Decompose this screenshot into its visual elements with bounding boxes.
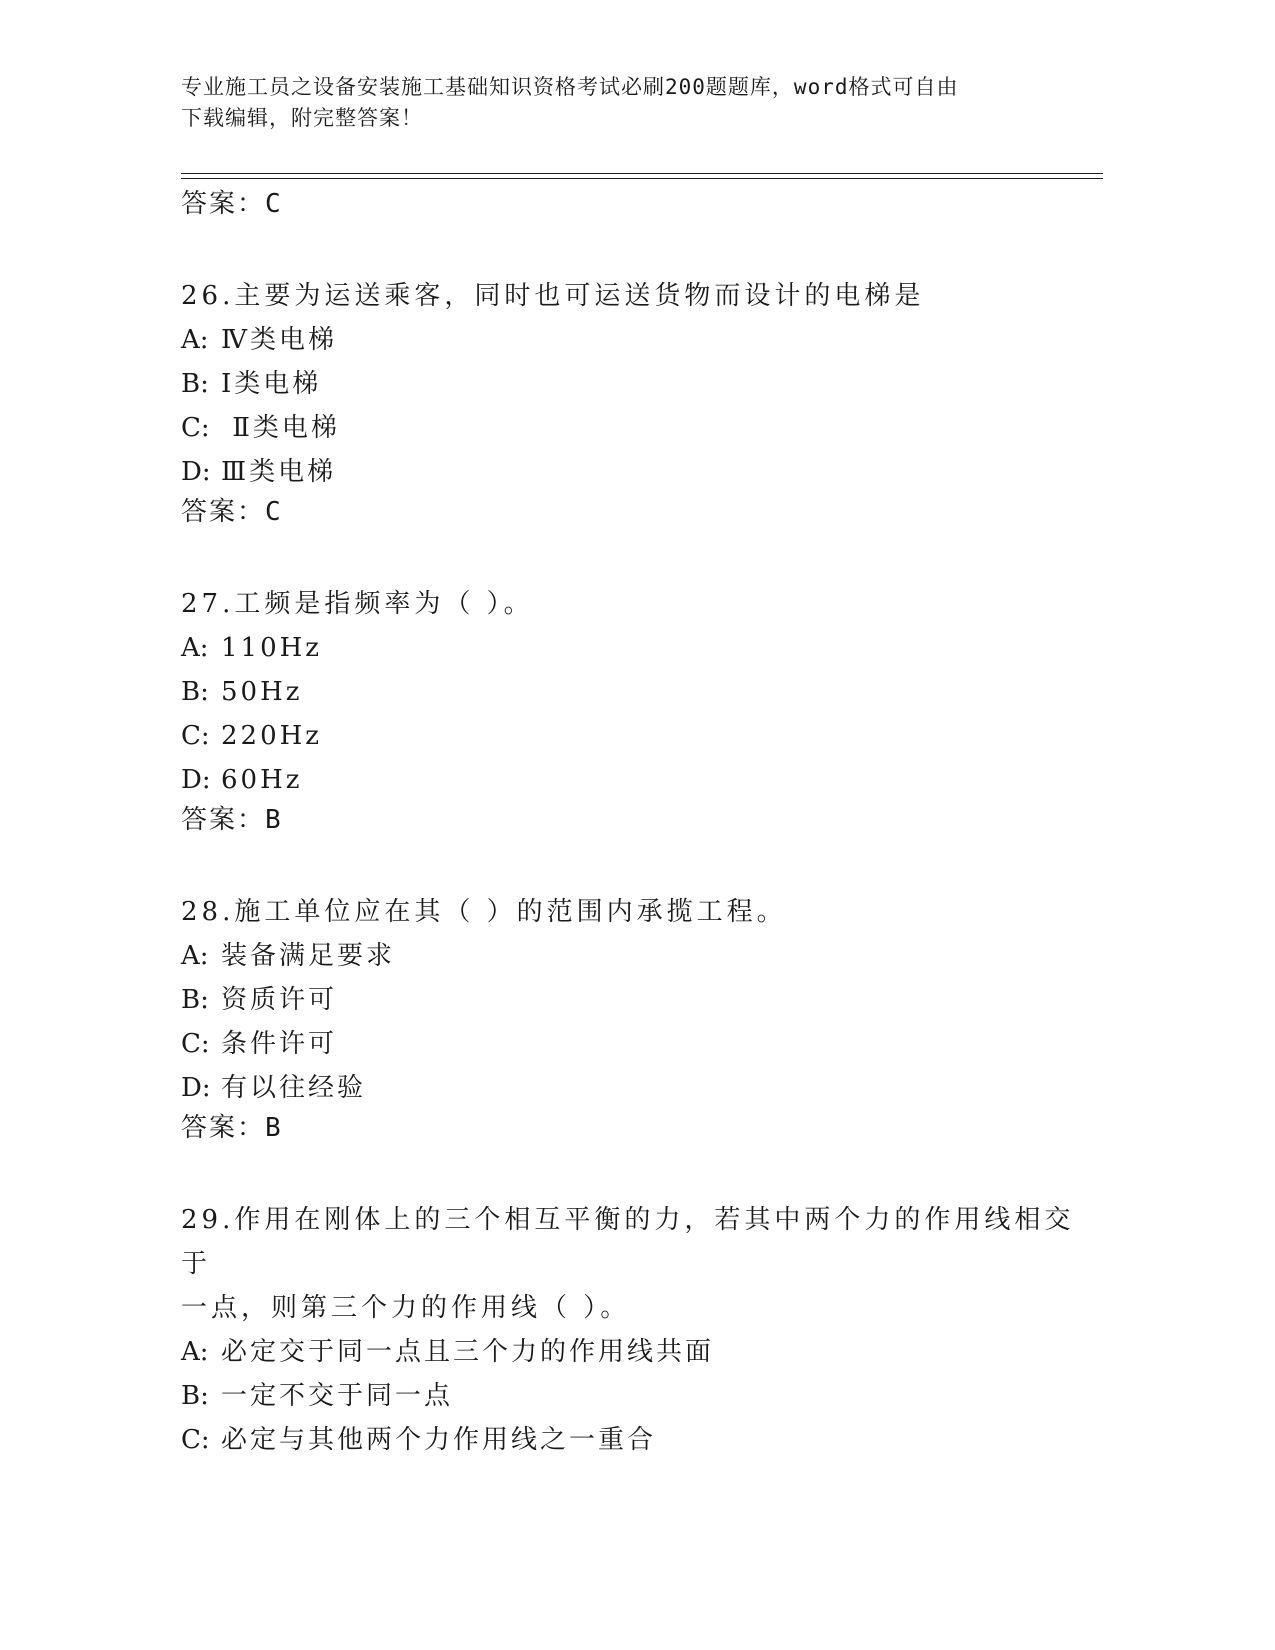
option-key: B: bbox=[181, 677, 209, 707]
answer-value: B bbox=[265, 1113, 282, 1143]
option-text: 条件许可 bbox=[221, 1029, 338, 1059]
question-block bbox=[181, 582, 1081, 846]
option-key: D: bbox=[181, 765, 211, 795]
question-stem-line-2: 一点，则第三个力的作用线（ ）。 bbox=[181, 1293, 631, 1323]
option-c bbox=[181, 1418, 1081, 1462]
option-key: C: bbox=[181, 413, 210, 443]
option-key: C: bbox=[181, 1029, 210, 1059]
header-line-2: 下载编辑，附完整答案！ bbox=[181, 106, 423, 130]
header-divider-top bbox=[181, 173, 1103, 174]
option-key: A: bbox=[181, 941, 209, 971]
question-stem: 27.工频是指频率为（ ）。 bbox=[181, 589, 534, 619]
document-header bbox=[181, 72, 1081, 134]
option-c bbox=[181, 1022, 1081, 1066]
answer-line bbox=[181, 494, 1081, 538]
option-key: D: bbox=[181, 1073, 211, 1103]
answer-label: 答案： bbox=[181, 1113, 266, 1143]
option-b bbox=[181, 978, 1081, 1022]
option-b bbox=[181, 362, 1081, 406]
answer-label: 答案： bbox=[181, 497, 266, 527]
answer-line bbox=[181, 802, 1081, 846]
question-stem: 28.施工单位应在其（ ）的范围内承揽工程。 bbox=[181, 897, 787, 927]
option-text: 220Hz bbox=[221, 721, 322, 751]
option-c bbox=[181, 406, 1081, 450]
option-a bbox=[181, 1330, 1081, 1374]
option-d bbox=[181, 450, 1081, 494]
answer-label: 答案： bbox=[181, 189, 266, 219]
option-c bbox=[181, 714, 1081, 758]
option-text: 有以往经验 bbox=[221, 1073, 367, 1103]
option-key: B: bbox=[181, 369, 209, 399]
option-text: 资质许可 bbox=[221, 985, 338, 1015]
question-stem-line-1: 29.作用在刚体上的三个相互平衡的力，若其中两个力的作用线相交于 bbox=[181, 1205, 1075, 1279]
option-a bbox=[181, 934, 1081, 978]
option-text: 必定与其他两个力作用线之一重合 bbox=[221, 1425, 657, 1455]
option-text: Ⅰ类电梯 bbox=[221, 369, 322, 399]
option-text: 110Hz bbox=[221, 633, 322, 663]
option-key: A: bbox=[181, 1337, 209, 1367]
option-key: D: bbox=[181, 457, 211, 487]
option-text: 60Hz bbox=[221, 765, 303, 795]
answer-value: C bbox=[265, 189, 282, 219]
option-text: 一定不交于同一点 bbox=[221, 1381, 454, 1411]
option-key: B: bbox=[181, 1381, 209, 1411]
option-d bbox=[181, 1066, 1081, 1110]
option-text: Ⅲ类电梯 bbox=[221, 457, 337, 487]
answer-label: 答案： bbox=[181, 805, 266, 835]
option-key: A: bbox=[181, 325, 209, 355]
option-key: B: bbox=[181, 985, 209, 1015]
option-key: C: bbox=[181, 1425, 210, 1455]
option-d bbox=[181, 758, 1081, 802]
header-line-1: 专业施工员之设备安装施工基础知识资格考试必刷200题题库，word格式可自由 bbox=[181, 75, 959, 99]
answer-line bbox=[181, 186, 1081, 230]
answer-value: C bbox=[265, 497, 282, 527]
option-b bbox=[181, 1374, 1081, 1418]
question-block bbox=[181, 1198, 1081, 1462]
option-a bbox=[181, 626, 1081, 670]
answer-line bbox=[181, 1110, 1081, 1154]
header-divider-bottom bbox=[181, 178, 1103, 179]
option-key: C: bbox=[181, 721, 210, 751]
answer-value: B bbox=[265, 805, 282, 835]
option-text: 50Hz bbox=[221, 677, 303, 707]
option-text: 装备满足要求 bbox=[221, 941, 396, 971]
option-key: A: bbox=[181, 633, 209, 663]
option-a bbox=[181, 318, 1081, 362]
question-block bbox=[181, 274, 1081, 538]
option-b bbox=[181, 670, 1081, 714]
option-text: Ⅳ类电梯 bbox=[221, 325, 337, 355]
question-block bbox=[181, 890, 1081, 1154]
question-list bbox=[181, 186, 1081, 1462]
option-text: 必定交于同一点且三个力的作用线共面 bbox=[221, 1337, 715, 1367]
option-text: Ⅱ类电梯 bbox=[221, 413, 340, 443]
question-stem: 26.主要为运送乘客，同时也可运送货物而设计的电梯是 bbox=[181, 281, 925, 311]
